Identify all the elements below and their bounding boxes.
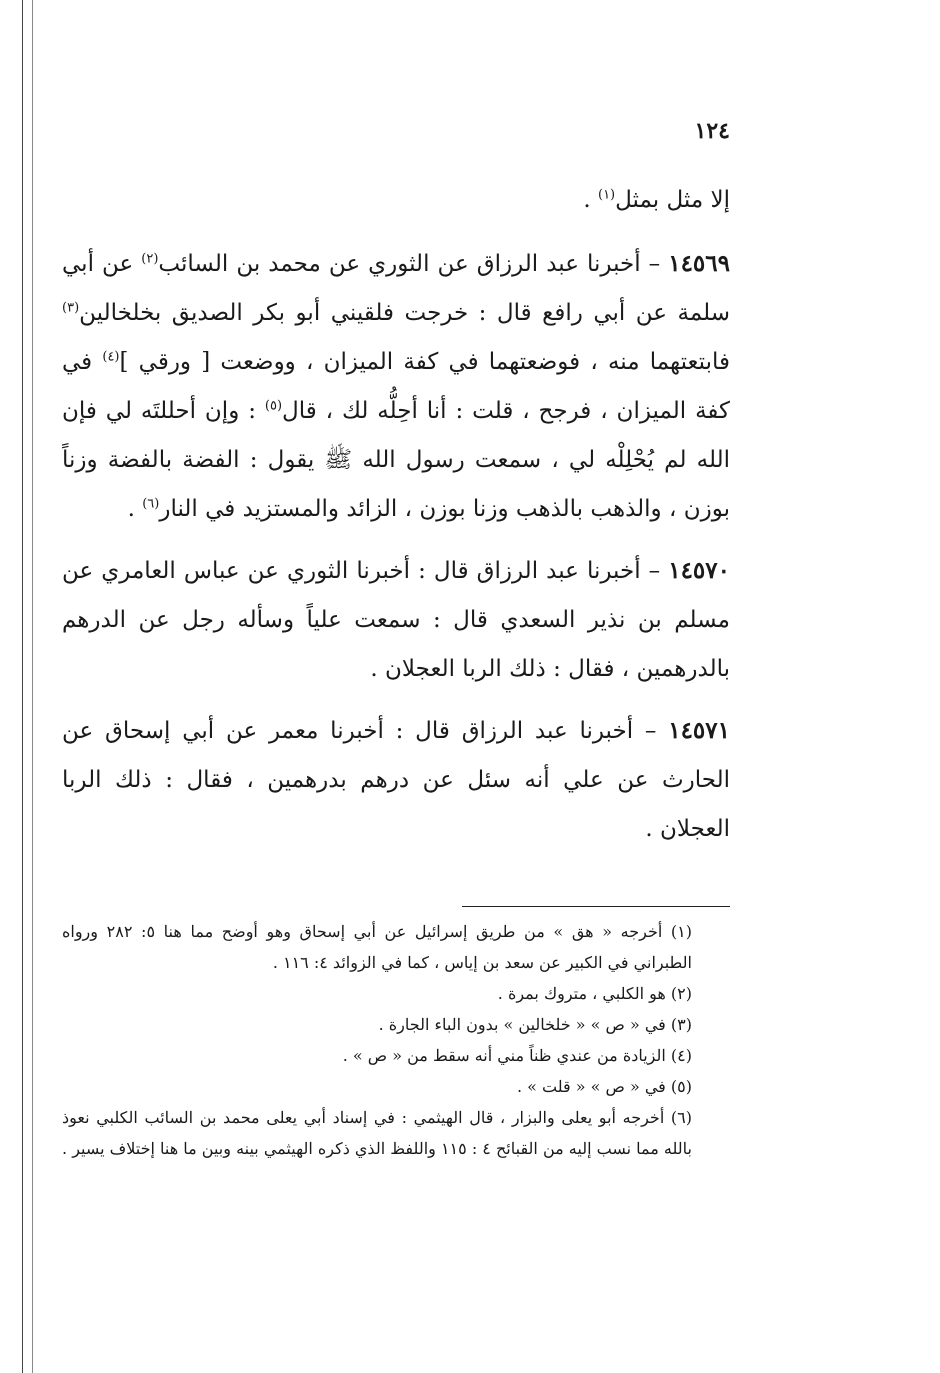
hadith-text: فابتعتهما منه ، فوضعتهما في كفة الميزان ، ووضعت [ ورقي ]: [119, 349, 730, 375]
footnote-marker-2: (٢): [141, 251, 159, 267]
footnote-6: (٦) أخرجه أبو يعلى والبزار ، قال الهيثمي : في إسناد أبي يعلى محمد بن السائب الكلبي نعوذ بالله مما نسب إليه من القبائح ٤ : ١١٥ واللفظ الذي ذكره الهيثمي بينه وبين ما هنا إختلاف يسير .: [62, 1108, 692, 1158]
book-page: [62, 0, 730, 1373]
hadith-text: – أخبرنا عبد الرزاق عن الثوري عن محمد بن السائب: [158, 251, 669, 277]
footnote-3: (٣) في « ص » « خلخالين » بدون الباء الجارة .: [378, 1015, 692, 1034]
hadith-14571: [62, 706, 730, 854]
footnote-marker-5: (٥): [264, 398, 283, 414]
hadith-number: ١٤٥٧١: [668, 717, 730, 744]
lead-line: [62, 176, 730, 225]
footnote-divider: [462, 906, 730, 907]
hadith-end: .: [127, 496, 143, 522]
hadith-text: – أخبرنا عبد الرزاق قال : أخبرنا الثوري عن عباس العامري عن مسلم بن نذير السعدي قال : سمعت علياً وسأله رجل عن الدرهم بالدرهمين ، فقال : ذلك الربا العجلان .: [62, 558, 730, 682]
hadith-text: : وإن أحللتَه لي فإن الله لم يُحْلِلْه لي ، سمعت رسول الله ﷺ يقول : الفضة بالفضة وزناً بوزن ، والذهب بالذهب وزنا بوزن ، الزائد والمستزيد في النار: [62, 398, 730, 522]
hadith-number: ١٤٥٦٩: [668, 250, 730, 277]
hadith-text: في كفة الميزان ، فرجح ، قلت : أنا أحِلُّه لك ، قال: [62, 349, 730, 424]
footnote-1: (١) أخرجه « هق » من طريق إسرائيل عن أبي إسحاق وهو أوضح مما هنا ٥: ٢٨٢ ورواه الطبراني في الكبير عن سعد بن إياس ، كما في الزوائد ٤: ١١٦ .: [62, 922, 693, 972]
hadith-14570: [62, 546, 730, 694]
footnote-marker-4: (٤): [102, 349, 120, 365]
footnote-5: (٥) في « ص » « قلت » .: [517, 1077, 692, 1096]
hadith-number: ١٤٥٧٠: [668, 557, 730, 584]
scan-edge-line-right: [32, 0, 33, 1373]
lead-text: إلا مثل بمثل: [615, 187, 730, 213]
footnote-4: (٤) الزيادة من عندي ظناً مني أنه سقط من « ص » .: [342, 1046, 692, 1065]
hadith-text: – أخبرنا عبد الرزاق قال : أخبرنا معمر عن أبي إسحاق عن الحارث عن علي أنه سئل عن درهم بدرهمين ، فقال : ذلك الربا العجلان .: [62, 718, 730, 842]
hadith-14569: [62, 239, 730, 534]
footnote-marker-3: (٣): [62, 300, 80, 316]
footnote-2: (٢) هو الكلبي ، متروك بمرة .: [497, 984, 692, 1003]
scan-edge-line-left: [22, 0, 23, 1373]
footnote-marker-1: (١): [597, 187, 616, 203]
hadith-text: عن أبي سلمة عن أبي رافع قال : خرجت فلقيني أبو بكر الصديق بخلخالين: [62, 251, 730, 326]
footnotes: [62, 916, 730, 1164]
lead-end: .: [583, 187, 598, 213]
main-text: [62, 176, 730, 866]
page-number: ١٢٤: [694, 118, 730, 144]
footnote-marker-6: (٦): [142, 496, 160, 512]
